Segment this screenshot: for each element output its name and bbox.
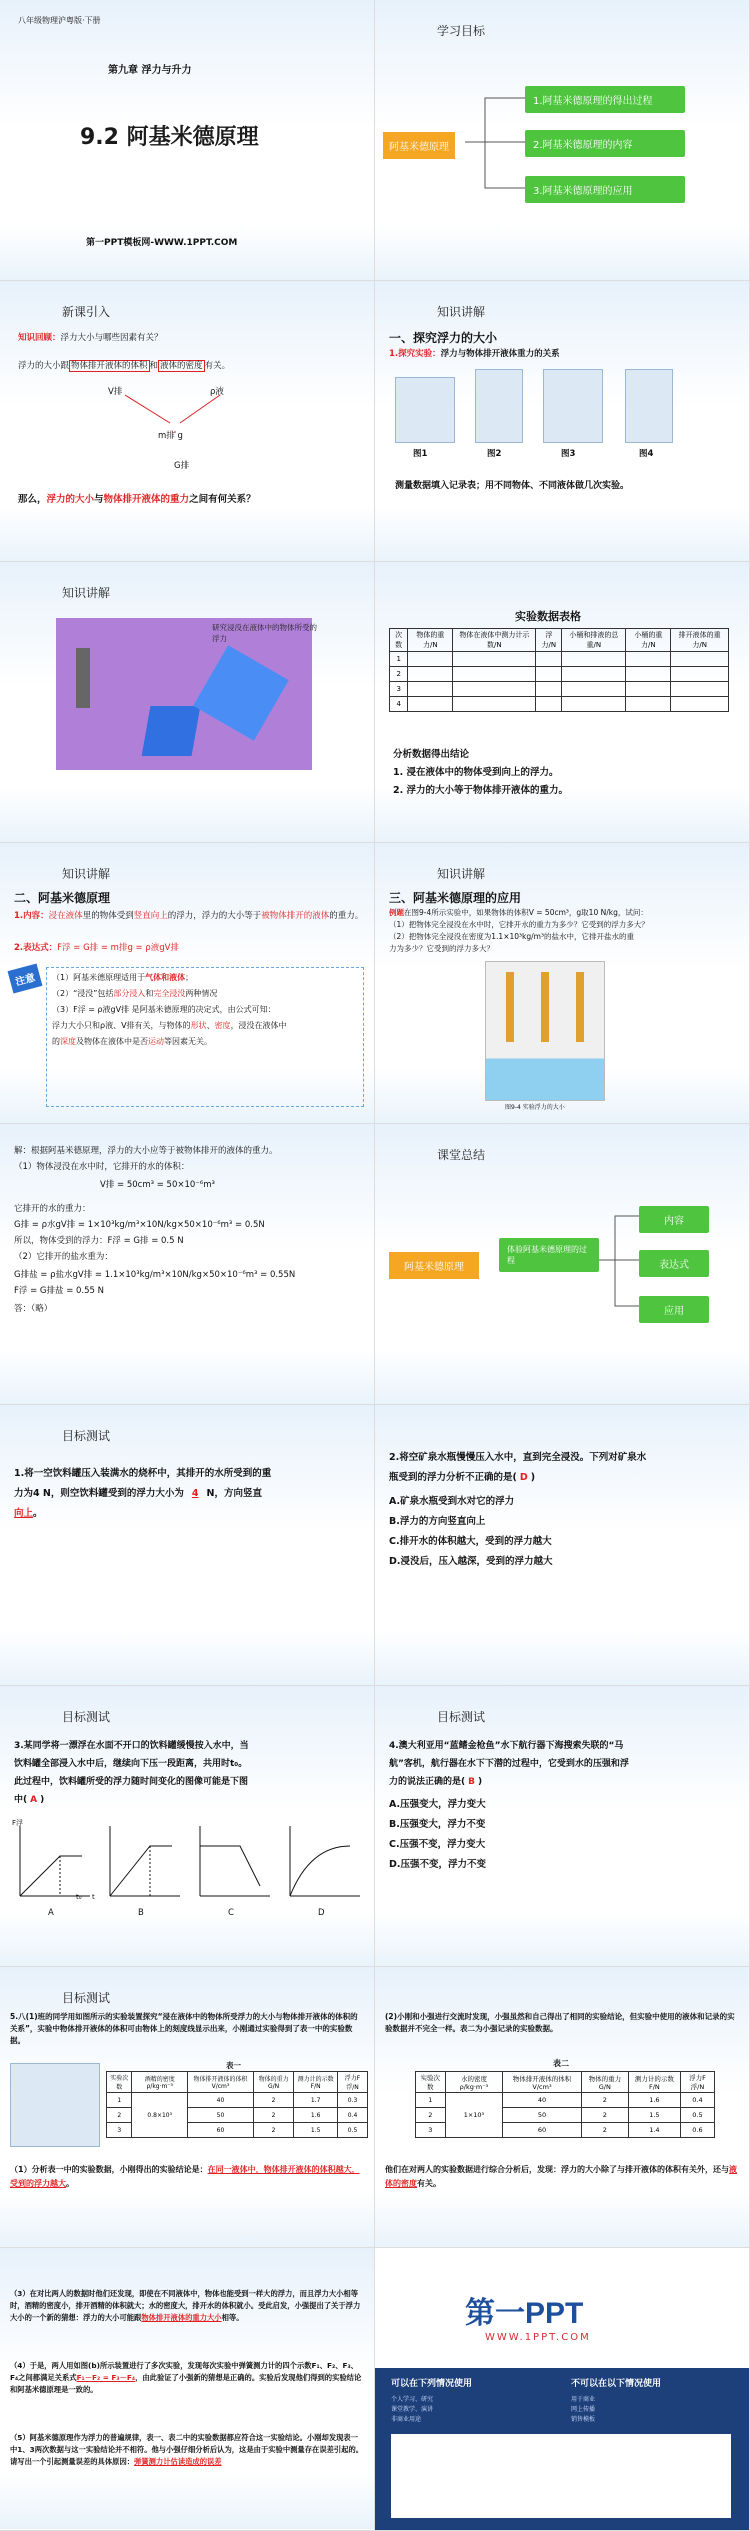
solution-line: 答：（略） — [14, 1304, 53, 1314]
axis-label: t₀ — [76, 1893, 82, 1901]
solution-line: （1）物体浸没在水中时，它排开的水的体积： — [14, 1162, 190, 1172]
table-cell: 0.4 — [338, 2108, 368, 2123]
text: 形状 — [190, 1021, 207, 1030]
slide-test-5b — [375, 1967, 750, 2248]
text: （2）“浸没”包括 — [52, 989, 114, 998]
table-cell: 4 — [390, 697, 408, 712]
text: 他们在对两人的实验数据进行综合分析后，发现：浮力的大小除了与排开液体的体积有关外，还与 — [385, 2165, 729, 2174]
slide-test-3 — [0, 1686, 375, 1967]
slide-test-1 — [0, 1405, 375, 1686]
text: 浮力大小只和ρ液、V排有关，与物体的 — [52, 1021, 191, 1030]
slide-objectives — [375, 0, 750, 281]
graph-options — [10, 1816, 370, 1936]
slide-header: 知识讲解 — [437, 305, 486, 319]
table-header: 测力计的示数F/N — [628, 2072, 680, 2093]
question-line: 4.澳大利亚用“蓝鳍金枪鱼”水下航行器下海搜索失联的“马 — [389, 1741, 624, 1751]
question-line — [14, 1792, 44, 1808]
text: 里的物体受到 — [82, 911, 134, 921]
goal-item: 3.阿基米德原理的应用 — [525, 176, 685, 203]
disallowed-heading: 不可以在以下情况使用 — [571, 2379, 662, 2389]
text: 力为4 N，则空饮料罐受到的浮力大小为 — [14, 1488, 184, 1499]
caption: 研究浸没在液体中的物体所受的浮力 — [212, 623, 317, 643]
slide-title — [0, 0, 375, 281]
table-header: 实验次数 — [107, 2072, 132, 2093]
slide-test-2 — [375, 1405, 750, 1686]
table-cell: 0.6 — [680, 2123, 714, 2138]
slide-test-5 — [0, 1967, 375, 2248]
text: ，由此验证了小强新的猜想是正确的。实验后发现他们得到的实验结论和阿基米德原理是一致的。 — [10, 2373, 362, 2394]
table-cell: 1.5 — [294, 2123, 338, 2138]
text: 那么， — [18, 494, 47, 505]
fig-label: 图4 — [639, 449, 654, 459]
fig-label: 图1 — [413, 449, 428, 459]
table-cell: 2 — [581, 2123, 628, 2138]
summary-item: 表达式 — [639, 1250, 709, 1277]
text: N，方向竖直 — [206, 1488, 262, 1499]
text: 竖直向上 — [133, 911, 168, 921]
content-text — [14, 909, 364, 923]
text: 1.内容： — [14, 911, 49, 921]
text: 的重力。 — [329, 911, 364, 921]
question-line: 航”客机，航行器在水下下潜的过程中，它受到水的压强和浮 — [389, 1759, 629, 1769]
text: 被物体排开的液体 — [261, 911, 330, 921]
table-header: 物体的重力G/N — [581, 2072, 628, 2093]
fig-label: 图2 — [487, 449, 502, 459]
text: ； — [185, 973, 194, 982]
table-cell: 0.3 — [338, 2093, 368, 2108]
text: ，浸没在液体中 — [230, 1021, 287, 1030]
apparatus-figure — [543, 369, 603, 443]
apparatus-figure — [475, 369, 523, 443]
question-line — [389, 1469, 535, 1487]
answer: 液体的密度 — [385, 2165, 737, 2188]
text: 物体排开液体的重力 — [103, 494, 190, 505]
question-line: 饮料罐全部浸入水中后，继续向下压一段距离，共用时t₀。 — [14, 1759, 248, 1769]
option: B.压强变大，浮力不变 — [389, 1819, 486, 1830]
review-line — [18, 331, 163, 345]
text: （1）阿基米德原理适用于 — [52, 973, 146, 982]
table-cell: 1.7 — [294, 2093, 338, 2108]
text: 部分浸入 — [113, 989, 146, 998]
table-cell: 2 — [416, 2108, 446, 2123]
table-title: 实验数据表格 — [515, 610, 581, 623]
table-cell: 50 — [503, 2108, 581, 2123]
spring-scale — [576, 972, 584, 1042]
table-header: 小桶的重力/N — [626, 629, 671, 652]
factor-density: 液体的密度 — [160, 361, 203, 371]
license-panel — [375, 2368, 750, 2531]
slide-header: 知识讲解 — [62, 867, 111, 881]
question-line — [389, 1774, 482, 1790]
slide-header: 目标测试 — [62, 1710, 111, 1724]
summary-item: 内容 — [639, 1206, 709, 1233]
allowed-item: 课堂教学、演讲 — [391, 2406, 434, 2413]
solution-line: （2）它排开的盐水重为： — [14, 1252, 113, 1262]
table-cell: 0.8×10³ — [132, 2093, 188, 2138]
text: 完全浸没 — [153, 989, 186, 998]
table-cell: 3 — [390, 682, 408, 697]
answer: 弹簧测力计估读造成的误差 — [134, 2457, 222, 2466]
data-table-2 — [415, 2071, 715, 2138]
table-cell: 3 — [107, 2123, 132, 2138]
text: 在图9-4所示实验中，如果物体的体积V = 50cm³，g取10 N/kg，试问： — [404, 908, 648, 917]
center-box: 阿基米德原理 — [389, 1252, 479, 1279]
answer: B — [468, 1777, 475, 1787]
table-header: 物体在液体中测力计示数/N — [453, 629, 536, 652]
slide-header: 知识讲解 — [62, 586, 111, 600]
table-header: 排开液体的重力/N — [671, 629, 729, 652]
data-table — [389, 628, 729, 712]
example-line: （2）把物体完全浸没在密度为1.1×10³kg/m³的盐水中，它排开盐水的重 — [389, 932, 634, 941]
table-cell: 0.5 — [680, 2108, 714, 2123]
solution-line: F浮 = G排盐 = 0.55 N — [14, 1286, 105, 1296]
analysis-heading: 分析数据得出结论 — [393, 749, 470, 760]
question-line: 3.某同学将一漂浮在水面不开口的饮料罐缓慢按入水中，当 — [14, 1741, 249, 1751]
slide-lecture-1 — [0, 562, 375, 843]
apparatus-figure — [625, 369, 673, 443]
text: 例题 — [389, 908, 404, 917]
table-cell: 2 — [581, 2093, 628, 2108]
table-header: 实验次数 — [416, 2072, 446, 2093]
table-cell: 1 — [107, 2093, 132, 2108]
table-header: 浮力F浮/N — [680, 2072, 714, 2093]
attention-stamp: 注意 — [8, 964, 43, 994]
graph-label: C — [228, 1908, 234, 1918]
footer-text: 第一PPT模板网-WWW.1PPT.COM — [86, 238, 238, 248]
review-question: 浮力大小与哪些因素有关？ — [60, 333, 163, 343]
text: 有关。 — [417, 2179, 441, 2188]
note-line — [52, 1035, 212, 1049]
question-paragraph: (2)小刚和小强进行交流时发现，小强虽然和自己得出了相同的实验结论，但实验中使用的液体和记录的实验数据并不完全一样。表二为小强记录的实验数据。 — [385, 2012, 735, 2033]
slide-table — [375, 562, 750, 843]
chapter-title: 第九章 浮力与升力 — [108, 65, 192, 76]
slide-header: 新课引入 — [62, 305, 111, 319]
note-line — [52, 971, 193, 985]
example-line: 力为多少？它受到的浮力多大？ — [389, 944, 494, 953]
conclusion: 2. 浮力的大小等于物体排开液体的重力。 — [393, 785, 569, 796]
sub-box: 体验阿基米德原理的过程 — [499, 1238, 599, 1272]
text: 相等。 — [221, 2313, 244, 2322]
table-cell: 1 — [390, 652, 408, 667]
text: 两种情况 — [185, 989, 218, 998]
text: 、 — [206, 1021, 215, 1030]
text: ) — [40, 1795, 45, 1805]
answer: F₁－F₂ = F₃－F₄ — [76, 2373, 136, 2382]
option: C.压强不变，浮力变大 — [389, 1839, 486, 1850]
factor-line — [18, 359, 230, 373]
table-header: 物体排开液体的体积V/cm³ — [503, 2072, 581, 2093]
table-header: 水的密度ρ/kg·m⁻³ — [445, 2072, 503, 2093]
table-row — [390, 667, 729, 682]
section-heading: 三、阿基米德原理的应用 — [389, 891, 522, 905]
answer: 物体排开液体的重力大小 — [141, 2313, 222, 2322]
solution-line: G排 = ρ水gV排 = 1×10³kg/m³×10N/kg×50×10⁻⁶m³ = 0.5N — [14, 1220, 265, 1230]
text: 及物体在液体中是否 — [76, 1037, 148, 1046]
slide-application — [375, 843, 750, 1124]
text: 浮力的大小 — [46, 494, 95, 505]
apparatus-figure — [10, 2063, 100, 2147]
allowed-item: 个人学习、研究 — [391, 2396, 434, 2403]
solution-line: 它排开的水的重力： — [14, 1204, 91, 1214]
axis-label: t — [92, 1893, 95, 1901]
table-cell: 2 — [253, 2108, 293, 2123]
text: 2.表达式： — [14, 943, 58, 953]
table-header: 酒精的密度ρ/kg·m⁻³ — [132, 2072, 188, 2093]
table-header-row — [416, 2072, 715, 2093]
answer: A — [30, 1795, 38, 1805]
review-label: 知识回顾： — [18, 333, 61, 343]
text: 浮力与物体排开液体重力的关系 — [440, 349, 560, 359]
table-cell: 2 — [107, 2108, 132, 2123]
section-heading: 二、阿基米德原理 — [14, 891, 111, 905]
table-header: 物体的重力/N — [408, 629, 453, 652]
v-label: V排 — [108, 387, 123, 397]
text: 的 — [52, 1037, 60, 1046]
option: D.压强不变，浮力不变 — [389, 1859, 486, 1870]
graph-label: D — [318, 1908, 325, 1918]
section-heading: 一、探究浮力的大小 — [389, 331, 498, 345]
table-cell: 1×10³ — [445, 2093, 503, 2138]
note-line — [52, 987, 217, 1001]
slide-principle — [0, 843, 375, 1124]
graph-label: A — [48, 1908, 54, 1918]
arrows — [120, 393, 230, 433]
table-caption: 表二 — [553, 2059, 569, 2068]
slide-test-5c — [0, 2248, 375, 2531]
connector-lines — [465, 90, 525, 200]
disallowed-item: 网上传播 — [571, 2406, 596, 2413]
text: 运动 — [148, 1037, 164, 1046]
text: 和 — [145, 989, 154, 998]
note-line: （3）F浮 = ρ液gV排 是阿基米德原理的决定式，由公式可知： — [52, 1005, 276, 1014]
beaker — [193, 645, 289, 741]
slide-brand — [375, 2248, 750, 2531]
allowed-item: 非商业用途 — [391, 2416, 422, 2423]
text: 等因素无关。 — [164, 1037, 212, 1046]
text: 。 — [66, 2179, 74, 2188]
table-header: 测力计的示数F/N — [294, 2072, 338, 2093]
question-line — [14, 1485, 262, 1503]
table-cell: 60 — [187, 2123, 253, 2138]
table-cell: 1.5 — [628, 2108, 680, 2123]
example-line: （1）把物体完全浸没在水中时，它排开水的重力为多少？它受到的浮力多大？ — [389, 920, 649, 929]
summary-item: 应用 — [639, 1296, 709, 1323]
text: 中( — [14, 1795, 28, 1805]
link-table[interactable] — [391, 2434, 731, 2518]
data-table-1 — [106, 2071, 368, 2138]
center-box: 阿基米德原理 — [383, 132, 455, 159]
slide-header: 课堂总结 — [437, 1148, 486, 1162]
table-cell: 2 — [581, 2108, 628, 2123]
table-row — [107, 2093, 368, 2108]
slide-header: 学习目标 — [437, 24, 486, 38]
answer: 4 — [191, 1488, 199, 1499]
slide-header: 目标测试 — [437, 1710, 486, 1724]
question-paragraph — [10, 2360, 365, 2396]
slide-summary — [375, 1124, 750, 1405]
fig-caption: 图9-4 实验浮力的大小 — [505, 1104, 565, 1111]
rho-label: ρ液 — [210, 387, 224, 397]
background — [0, 1405, 375, 1686]
text: 和 — [149, 361, 159, 371]
disallowed-item: 用于商业 — [571, 2396, 596, 2403]
spring-scale — [506, 972, 514, 1042]
answer: 在同一液体中，物体排开液体的体积越大，受到的浮力越大 — [10, 2165, 360, 2188]
solution-line: V排 = 50cm³ = 50×10⁻⁶m³ — [100, 1180, 215, 1190]
formula: F浮 = G排 = m排g = ρ液gV排 — [57, 943, 179, 953]
expression-line — [14, 941, 179, 955]
question-line: 1.将一空饮料罐压入装满水的烧杯中，其排开的水所受到的重 — [14, 1468, 272, 1479]
table-cell: 1.6 — [294, 2108, 338, 2123]
table-cell: 2 — [253, 2093, 293, 2108]
table-header: 物体排开液体的体积V/cm³ — [187, 2072, 253, 2093]
text: 的浮力，浮力的大小等于 — [167, 911, 262, 921]
connector-lines — [599, 1206, 639, 1316]
text: 气体和液体 — [145, 973, 186, 982]
question-paragraph — [10, 2288, 365, 2324]
goal-item: 1.阿基米德原理的得出过程 — [525, 86, 685, 113]
slide-test-4 — [375, 1686, 750, 1967]
question-line: 此过程中，饮料罐所受的浮力随时间变化的图像可能是下图 — [14, 1777, 249, 1787]
table-row — [390, 682, 729, 697]
table-row — [390, 697, 729, 712]
text: （4）于是，两人用如图(b)所示装置进行了多次实验，发现每次实验中弹簧测力计的四个示数F₁、F₂、F₃、F₄之间都满足关系式 — [10, 2361, 358, 2382]
slide-solution — [0, 1124, 375, 1405]
text: （3）在对比两人的数据时他们还发现，即使在不同液体中，物体也能受到一样大的浮力，而且浮力大小相等时，酒精的密度小，排开酒精的体积就大；水的密度大，排开水的体积就小。受此启发，小强提出了关于浮力大小的一个新的猜想：浮力的大小可能跟 — [10, 2289, 361, 2322]
slide-header: 知识讲解 — [437, 867, 486, 881]
m-label: m排 g — [158, 431, 183, 441]
note: 测量数据填入记录表；用不同物体、不同液体做几次实验。 — [395, 481, 630, 491]
table-header: 次数 — [390, 629, 408, 652]
table-cell: 50 — [187, 2108, 253, 2123]
text: 与 — [94, 494, 104, 505]
grade-label: 八年级物理沪粤版·下册 — [18, 16, 101, 25]
question-line — [14, 1505, 43, 1523]
spring-scale — [76, 648, 90, 708]
table-cell: 1.4 — [628, 2123, 680, 2138]
text: 。 — [33, 1508, 43, 1519]
note-line — [52, 1019, 287, 1033]
allowed-heading: 可以在下列情况使用 — [391, 2379, 473, 2389]
solution-line: G排盐 = ρ盐水gV排 = 1.1×10³kg/m³×10N/kg×50×10⁻⁶m³ = 0.55N — [14, 1270, 296, 1280]
question-paragraph — [10, 2432, 365, 2468]
table-cell: 60 — [503, 2123, 581, 2138]
table-cell: 1.6 — [628, 2093, 680, 2108]
table-row — [416, 2093, 715, 2108]
text: 力的说法正确的是( — [389, 1777, 466, 1787]
text: 浮力的大小跟 — [18, 361, 70, 371]
text: （5）阿基米德原理作为浮力的普遍规律，表一、表二中的实验数据都应符合这一实验结论。小刚却发现表一中1、3两次数据与这一实验结论并不相符。他与小强仔细分析后认为，这是由于实验中测量存在误差引起的。请写出一个引起测量误差的具体原因： — [10, 2433, 364, 2466]
fig-label: 图3 — [561, 449, 576, 459]
tank — [142, 706, 201, 756]
text: 之间有何关系？ — [189, 494, 256, 505]
question-line — [18, 493, 256, 507]
question-paragraph: 5.八(1)班的同学用如图所示的实验装置探究“浸在液体中的物体所受浮力的大小与物体排开液体的体积的关系”，实验中物体排开液体的体积可由物体上的刻度线显示出来，小刚通过实验得到了表一中的实验数据。 — [10, 2012, 358, 2045]
slide-header: 目标测试 — [62, 1991, 111, 2005]
text: 1.探究实验： — [389, 349, 441, 359]
option: C.排开水的体积越大，受到的浮力越大 — [389, 1536, 552, 1547]
table-cell: 2 — [253, 2123, 293, 2138]
solution-line: 所以，物体受到的浮力：F浮 = G排 = 0.5 N — [14, 1236, 184, 1246]
brand-url: WWW.1PPT.COM — [485, 2332, 591, 2343]
text: 瓶受到的浮力分析不正确的是( — [389, 1472, 517, 1483]
conclusion-line — [385, 2163, 740, 2191]
answer: 向上 — [14, 1508, 34, 1519]
table-caption: 表一 — [226, 2061, 241, 2070]
experiment-photo — [485, 961, 605, 1101]
axis-label: F浮 — [12, 1819, 24, 1827]
example-line — [389, 907, 739, 919]
spring-scale — [541, 972, 549, 1042]
exp-line — [389, 347, 560, 361]
solution-line: 解：根据阿基米德原理，浮力的大小应等于被物体排开的液体的重力。 — [14, 1146, 278, 1156]
text: ) — [478, 1777, 483, 1787]
table-cell: 1 — [416, 2093, 446, 2108]
text: 密度 — [214, 1021, 231, 1030]
factor-volume: 物体排开液体的体积 — [71, 361, 148, 371]
table-header: 小桶和排液的总重/N — [562, 629, 626, 652]
table-header: 浮力F浮/N — [338, 2072, 368, 2093]
answer: D — [519, 1472, 528, 1483]
graph-label: B — [138, 1908, 144, 1918]
table-cell: 40 — [503, 2093, 581, 2108]
table-header: 物体的重力G/N — [253, 2072, 293, 2093]
table-cell: 40 — [187, 2093, 253, 2108]
option: D.浸没后，压入越深，受到的浮力越大 — [389, 1556, 553, 1567]
text: （1）分析表一中的实验数据，小刚得出的实验结论是： — [10, 2165, 208, 2174]
table-row — [390, 652, 729, 667]
table-cell: 0.5 — [338, 2123, 368, 2138]
text: 有关。 — [204, 361, 231, 371]
option: B.浮力的方向竖直向上 — [389, 1516, 486, 1527]
text: ) — [530, 1472, 536, 1483]
text: 浸在 — [48, 911, 66, 921]
brand-logo: 第一PPT — [465, 2297, 584, 2330]
lesson-title: 9.2 阿基米德原理 — [80, 125, 259, 150]
conclusion: 1. 浸在液体中的物体受到向上的浮力。 — [393, 767, 559, 778]
question-line: 2.将空矿泉水瓶慢慢压入水中，直到完全浸没。下列对矿泉水 — [389, 1452, 647, 1463]
table-cell: 0.4 — [680, 2093, 714, 2108]
table-cell: 2 — [390, 667, 408, 682]
slide-explore — [375, 281, 750, 562]
goal-item: 2.阿基米德原理的内容 — [525, 130, 685, 157]
text: 深度 — [60, 1037, 76, 1046]
disallowed-item: 销售模板 — [571, 2416, 596, 2423]
table-cell: 3 — [416, 2123, 446, 2138]
analysis-line — [10, 2163, 365, 2191]
table-header-row — [390, 629, 729, 652]
text: 液体 — [65, 911, 83, 921]
slide-header: 目标测试 — [62, 1429, 111, 1443]
option: A.矿泉水瓶受到水对它的浮力 — [389, 1496, 515, 1507]
option: A.压强变大，浮力变大 — [389, 1799, 486, 1810]
slide-intro — [0, 281, 375, 562]
table-header-row — [107, 2072, 368, 2093]
g-label: G排 — [174, 461, 190, 471]
apparatus-figure — [395, 377, 455, 443]
table-header: 浮力/N — [536, 629, 562, 652]
